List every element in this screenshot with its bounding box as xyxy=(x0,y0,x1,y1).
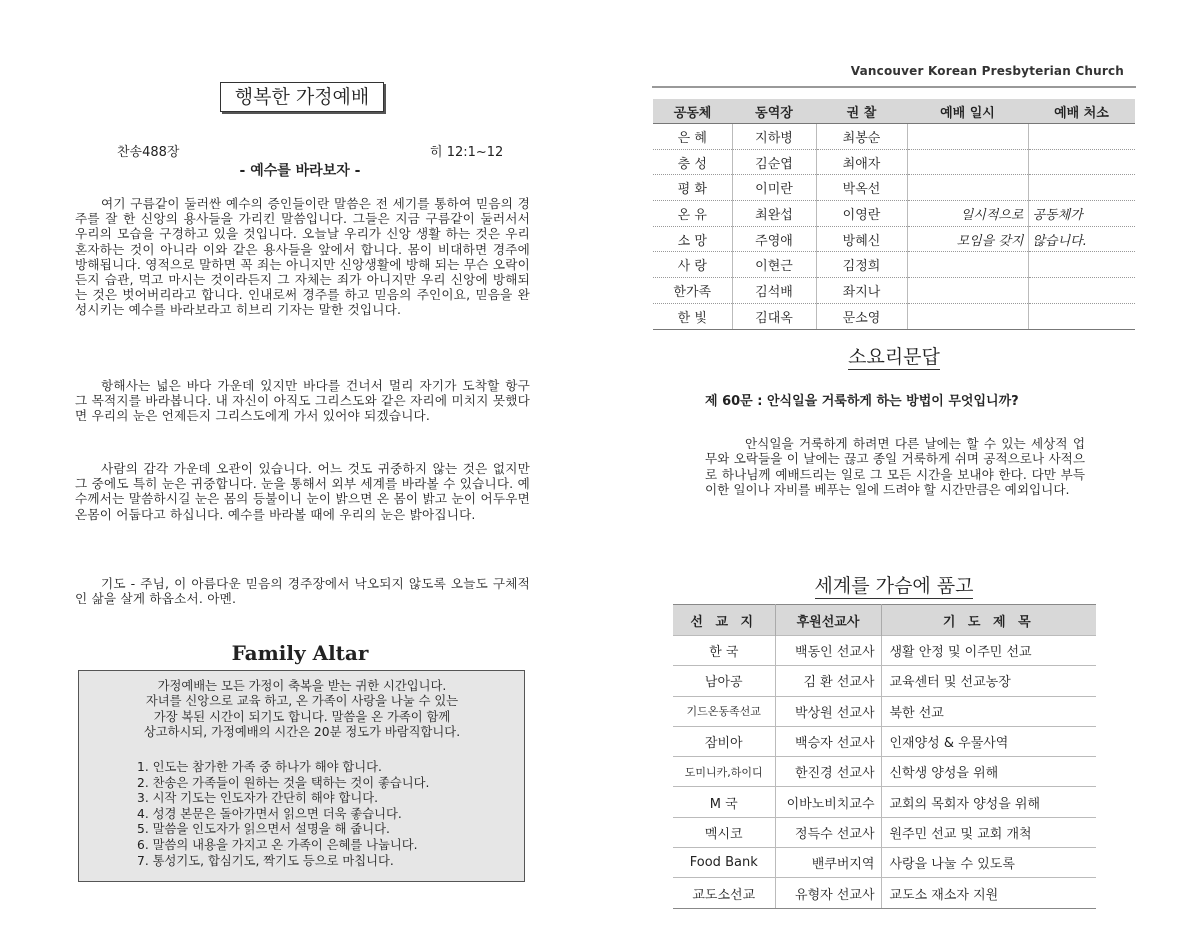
table-cell: 잠비아 xyxy=(673,726,775,756)
family-altar-box xyxy=(78,670,525,882)
table-cell: 백승자 선교사 xyxy=(775,726,881,756)
table-cell: 온 유 xyxy=(653,201,732,227)
paragraph-3: 사람의 감각 가운데 오관이 있습니다. 어느 것도 귀중하지 않는 것은 없지만 그 중에도 특히 눈은 귀중합니다. 눈을 통해서 외부 세계를 바라볼 수 있습니다. 예수께서는 말씀하시길 눈은 몸의 등불이니 눈이 밝으면 온 몸이 밝고 눈이 어두우면 온몸이 어둡다고 하십니다. 예수를 바라볼 때에 우리의 눈은 밝아집니다. xyxy=(75,461,530,522)
prayer-paragraph: 기도 - 주님, 이 아름다운 믿음의 경주장에서 낙오되지 않도록 오늘도 구체적인 삶을 살게 하옵소서. 아멘. xyxy=(75,576,530,607)
table-cell: 소 망 xyxy=(653,226,732,252)
table-cell xyxy=(907,175,1028,201)
table-cell: 좌지나 xyxy=(816,278,907,304)
table-cell xyxy=(907,252,1028,278)
table-header-row xyxy=(673,605,1096,636)
table-row xyxy=(653,124,1135,150)
paragraph-1: 여기 구름같이 둘러싼 예수의 증인들이란 말씀은 전 세기를 통하여 믿음의 경주를 잘 한 신앙의 용사들을 가리킨 말씀입니다. 그들은 지금 구름같이 둘러서서 우리의 모습을 구경하고 있을 것입니다. 오늘날 우리가 신앙 생활 하는 것은 우리 혼자하는 것이 아니라 이와 같은 용사들을 앞에서 합니다. 몸이 비대하면 경주에 방해됩니다. 영적으로 말하면 꼭 죄는 아니지만 신앙생활에 방해 되는 무슨 오락이든지 습관, 먹고 마시는 것이라든지 그 자체는 죄가 아니지만 우리 신앙에 방해되는 것은 벗어버리라고 합니다. 인내로써 경주를 하고 믿음의 주인이요, 믿음을 완성시키는 예수를 바라보라고 히브리 기자는 말한 것입니다. xyxy=(75,196,530,318)
right-page xyxy=(600,0,1200,927)
catechism-question: 제 60문 : 안식일을 거룩하게 하는 방법이 무엇입니까? xyxy=(705,394,1019,409)
table-cell: 주영애 xyxy=(732,226,816,252)
table-cell: 최봉순 xyxy=(816,124,907,150)
table-row xyxy=(673,726,1096,756)
table-row xyxy=(673,757,1096,787)
table-cell: 멕시코 xyxy=(673,817,775,847)
table-row xyxy=(673,666,1096,696)
column-header: 권 찰 xyxy=(816,99,907,124)
table-cell: 김석배 xyxy=(732,278,816,304)
table-cell xyxy=(907,149,1028,175)
table-row xyxy=(653,149,1135,175)
column-header: 예배 일시 xyxy=(907,99,1028,124)
table-cell: 생활 안정 및 이주민 선교 xyxy=(881,636,1096,666)
list-item: 2. 찬송은 가족들이 원하는 것을 택하는 것이 좋습니다. xyxy=(137,775,430,790)
list-item: 7. 통성기도, 합심기도, 짝기도 등으로 마칩니다. xyxy=(137,853,394,868)
table-row xyxy=(653,252,1135,278)
family-altar-list xyxy=(137,760,429,869)
page-title: 행복한 가정예배 xyxy=(220,82,384,112)
table-cell: 김정희 xyxy=(816,252,907,278)
table-cell: 인재양성 & 우물사역 xyxy=(881,726,1096,756)
list-item: 4. 성경 본문은 돌아가면서 읽으면 더욱 좋습니다. xyxy=(137,806,402,821)
church-name: Vancouver Korean Presbyterian Church xyxy=(850,64,1124,78)
table-cell: 사 랑 xyxy=(653,252,732,278)
table-cell: 이미란 xyxy=(732,175,816,201)
table-cell: 밴쿠버지역 xyxy=(775,848,881,878)
mission-table xyxy=(673,604,1096,909)
table-cell: 최애자 xyxy=(816,149,907,175)
column-header: 후원선교사 xyxy=(775,605,881,636)
table-row xyxy=(653,226,1135,252)
table-cell: 이바노비치교수 xyxy=(775,787,881,817)
table-cell xyxy=(907,278,1028,304)
list-item: 6. 말씀의 내용을 가지고 온 가족이 은혜를 나눕니다. xyxy=(137,837,418,852)
column-header: 공동체 xyxy=(653,99,732,124)
table-cell: 평 화 xyxy=(653,175,732,201)
paragraph-2: 항해사는 넓은 바다 가운데 있지만 바다를 건너서 멀리 자기가 도착할 항구 그 목적지를 바라봅니다. 내 자신이 아직도 그리스도와 같은 자리에 미치지 못했다면 우리의 눈은 언제든지 그리스도에게 가서 있어야 되겠습니다. xyxy=(75,378,530,424)
table-cell: 최완섭 xyxy=(732,201,816,227)
column-header: 동역장 xyxy=(732,99,816,124)
catechism-answer: 안식일을 거룩하게 하려면 다른 날에는 할 수 있는 세상적 업무와 오락들을 이 날에는 끊고 종일 거룩하게 쉬며 공적으로나 사적으로 하나님께 예배드리는 일로 그 모든 시간을 보내야 한다. 다만 부득이한 일이나 자비를 베푸는 일에 드려야 할 시간만큼은 예외입니다. xyxy=(705,436,1085,498)
column-header: 기 도 제 목 xyxy=(881,605,1096,636)
mission-title: 세계를 가슴에 품고 xyxy=(814,575,974,597)
table-cell xyxy=(1028,252,1135,278)
table-cell xyxy=(1028,175,1135,201)
table-cell: 원주민 선교 및 교회 개척 xyxy=(881,817,1096,847)
family-altar-title: Family Altar xyxy=(231,641,369,665)
community-table xyxy=(653,99,1135,330)
table-row xyxy=(673,787,1096,817)
table-cell: 교도소 재소자 지원 xyxy=(881,878,1096,908)
table-cell: 한 빛 xyxy=(653,303,732,329)
table-row xyxy=(653,278,1135,304)
family-altar-intro: 가정예배는 모든 가정이 축복을 받는 귀한 시간입니다. 자녀를 신앙으로 교육 하고, 온 가족이 사랑을 나눌 수 있는 가장 복된 시간이 되기도 합니다. 말씀을 온 가족이 함께 상고하시되, 가정예배의 시간은 20분 정도가 바람직합니다. xyxy=(143,679,461,740)
hymn-number: 찬송488장 xyxy=(117,145,180,160)
table-cell: 지하병 xyxy=(732,124,816,150)
table-cell: 백동인 선교사 xyxy=(775,636,881,666)
list-item: 1. 인도는 참가한 가족 중 하나가 해야 합니다. xyxy=(137,760,382,774)
table-cell: 이현근 xyxy=(732,252,816,278)
list-item: 3. 시작 기도는 인도자가 간단히 해야 합니다. xyxy=(137,791,379,806)
table-cell: 남아공 xyxy=(673,666,775,696)
scripture-reference: 히 12:1~12 xyxy=(430,145,504,160)
table-cell: 정득수 선교사 xyxy=(775,817,881,847)
table-cell xyxy=(1028,124,1135,150)
table-cell xyxy=(1028,278,1135,304)
table-cell: 북한 선교 xyxy=(881,696,1096,726)
table-cell: 도미니카,하이디 xyxy=(673,757,775,787)
table-cell: 사랑을 나눌 수 있도록 xyxy=(881,848,1096,878)
divider xyxy=(652,86,1136,88)
table-row xyxy=(673,696,1096,726)
table-cell: 한가족 xyxy=(653,278,732,304)
table-cell xyxy=(907,124,1028,150)
table-cell: 유형자 선교사 xyxy=(775,878,881,908)
table-row xyxy=(653,175,1135,201)
column-header: 예배 처소 xyxy=(1028,99,1135,124)
table-cell: M 국 xyxy=(673,787,775,817)
table-row xyxy=(673,636,1096,666)
table-cell: 교회의 목회자 양성을 위해 xyxy=(881,787,1096,817)
table-cell: 한 국 xyxy=(673,636,775,666)
table-cell: 교육센터 및 선교농장 xyxy=(881,666,1096,696)
catechism-title: 소요리문답 xyxy=(848,346,940,368)
column-header: 선 교 지 xyxy=(673,605,775,636)
table-cell: 방혜신 xyxy=(816,226,907,252)
table-cell: 일시적으로 xyxy=(907,201,1028,227)
table-cell: 신학생 양성을 위해 xyxy=(881,757,1096,787)
table-cell: 김순엽 xyxy=(732,149,816,175)
table-cell: 모임을 갖지 xyxy=(907,226,1028,252)
table-cell xyxy=(1028,149,1135,175)
table-cell: 않습니다. xyxy=(1028,226,1135,252)
table-row xyxy=(673,817,1096,847)
list-item: 5. 말씀을 인도자가 읽으면서 설명을 해 줍니다. xyxy=(137,822,390,837)
table-cell: 충 성 xyxy=(653,149,732,175)
table-cell: 박상원 선교사 xyxy=(775,696,881,726)
sermon-subtitle: - 예수를 바라보자 - xyxy=(239,163,361,179)
table-row xyxy=(653,201,1135,227)
table-header-row xyxy=(653,99,1135,124)
table-row xyxy=(653,303,1135,329)
table-cell: Food Bank xyxy=(673,848,775,878)
table-cell xyxy=(1028,303,1135,329)
table-cell: 한진경 선교사 xyxy=(775,757,881,787)
table-cell: 이영란 xyxy=(816,201,907,227)
table-cell: 교도소선교 xyxy=(673,878,775,908)
table-cell: 문소영 xyxy=(816,303,907,329)
table-cell: 김 환 선교사 xyxy=(775,666,881,696)
table-cell: 기드온동족선교 xyxy=(673,696,775,726)
table-cell xyxy=(907,303,1028,329)
table-row xyxy=(673,878,1096,908)
table-cell: 김대옥 xyxy=(732,303,816,329)
table-cell: 은 혜 xyxy=(653,124,732,150)
table-cell: 공동체가 xyxy=(1028,201,1135,227)
table-row xyxy=(673,848,1096,878)
table-cell: 박옥선 xyxy=(816,175,907,201)
